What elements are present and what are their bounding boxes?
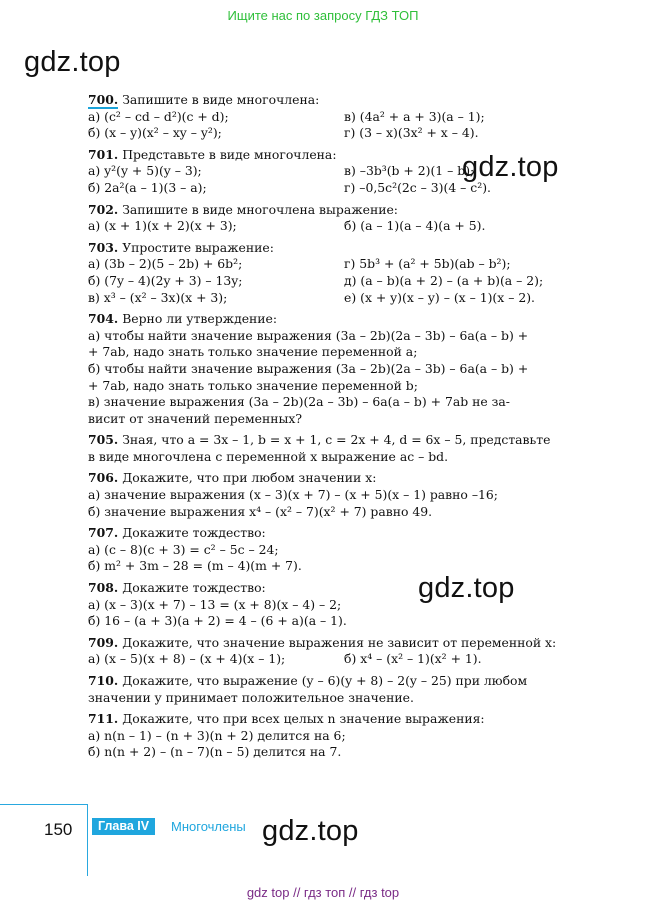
sub-item: а) (3b – 2)(5 – 2b) + 6b²; — [88, 256, 243, 272]
sub-item: а) (x + 1)(x + 2)(x + 3); — [88, 218, 237, 234]
problem-line: + 7ab, надо знать только значение переменной a; — [88, 344, 418, 360]
sub-item: а) (c² – cd – d²)(c + d); — [88, 108, 229, 124]
problem-line: б) 16 – (a + 3)(a + 2) = 4 – (6 + a)(a – 1). — [88, 613, 347, 629]
problem-statement: Докажите, что при любом значении x: — [122, 470, 377, 486]
sub-item: г) –0,5c²(2c – 3)(4 – c²). — [344, 179, 491, 195]
sub-item: б) (x – y)(x² – xy – y²); — [88, 125, 222, 141]
problem-statement: Докажите тождество: — [122, 525, 266, 541]
watermark: gdz.top — [24, 46, 121, 78]
sub-items — [88, 218, 600, 235]
problem-statement: Запишите в виде многочлена выражение: — [122, 201, 398, 217]
problem-statement: Запишите в виде многочлена: — [122, 92, 320, 107]
problem-number: 707. — [88, 525, 119, 541]
sub-item-column — [88, 218, 344, 235]
sub-item: в) –3b³(b + 2)(1 – b); — [344, 163, 475, 179]
sub-items — [88, 651, 600, 668]
problem-line: б) значение выражения x⁴ – (x² – 7)(x² + 7) равно 49. — [88, 503, 433, 519]
problem-line: значении y принимает положительное значение. — [88, 689, 414, 705]
problem-statement: Верно ли утверждение: — [122, 311, 278, 327]
problem-line: висит от значений переменных? — [88, 410, 302, 426]
problem-line: в) значение выражения (3a – 2b)(2a – 3b) – 6a(a – b) + 7ab не за- — [88, 394, 510, 410]
sub-item-column — [344, 218, 600, 235]
problem-line: б) m² + 3m – 28 = (m – 4)(m + 7). — [88, 558, 302, 574]
sub-item: д) (a – b)(a + 2) – (a + b)(a – 2); — [344, 272, 544, 288]
sub-item: г) (3 – x)(3x² + x – 4). — [344, 125, 479, 141]
problem-number: 701. — [88, 146, 119, 162]
problem-statement: Докажите, что при всех целых n значение выражения: — [122, 711, 485, 727]
problem-705 — [88, 432, 600, 465]
sub-items — [88, 109, 600, 142]
problem-line: б) чтобы найти значение выражения (3a – 2b)(2a – 3b) – 6a(a – b) + — [88, 360, 529, 376]
sub-item-column — [344, 651, 600, 668]
chapter-title: Многочлены — [171, 819, 246, 834]
problem-number: 700. — [88, 92, 119, 107]
problem-number: 705. — [88, 432, 119, 448]
problem-line: а) (c – 8)(c + 3) = c² – 5c – 24; — [88, 541, 279, 557]
sub-item: а) (x – 5)(x + 8) – (x + 4)(x – 1); — [88, 651, 286, 667]
sub-item-column — [88, 163, 344, 196]
problem-line: в виде многочлена с переменной x выражение ac – bd. — [88, 448, 449, 464]
problem-number: 703. — [88, 239, 119, 255]
sub-item: а) y²(y + 5)(y – 3); — [88, 163, 202, 179]
problem-700 — [88, 92, 600, 142]
problem-list — [88, 92, 600, 766]
sub-item: е) (x + y)(x – y) – (x – 1)(x – 2). — [344, 289, 535, 305]
problem-line: + 7ab, надо знать только значение переменной b; — [88, 377, 418, 393]
problem-line: а) значение выражения (x – 3)(x + 7) – (x + 5)(x – 1) равно –16; — [88, 487, 498, 503]
page-number: 150 — [44, 820, 73, 839]
sub-item: б) x⁴ – (x² – 1)(x² + 1). — [344, 651, 482, 667]
problem-number: 706. — [88, 470, 119, 486]
sub-item: в) x³ – (x² – 3x)(x + 3); — [88, 289, 228, 305]
watermark: gdz.top — [418, 572, 515, 604]
problem-703 — [88, 240, 600, 306]
problem-number: 709. — [88, 634, 119, 650]
bottom-banner[interactable]: gdz top // гдз топ // гдз top — [246, 885, 400, 900]
problem-number: 711. — [88, 711, 119, 727]
sub-items — [88, 163, 600, 196]
problem-701 — [88, 147, 600, 197]
problem-708 — [88, 580, 600, 630]
top-banner[interactable]: Ищите нас по запросу ГДЗ ТОП — [227, 8, 419, 23]
problem-statement: Докажите, что значение выражения не зависит от переменной x: — [122, 634, 557, 650]
problem-line: а) (x – 3)(x + 7) – 13 = (x + 8)(x – 4) – 2; — [88, 596, 342, 612]
problem-709 — [88, 635, 600, 668]
sub-item: б) (a – 1)(a – 4)(a + 5). — [344, 218, 486, 234]
problem-number: 704. — [88, 311, 119, 327]
chapter-badge: Глава IV — [92, 818, 155, 835]
problem-statement: Зная, что a = 3x – 1, b = x + 1, c = 2x + 4, d = 6x – 5, представьте — [122, 432, 551, 448]
problem-number: 708. — [88, 580, 119, 596]
sub-item-column — [344, 109, 600, 142]
problem-statement: Представьте в виде многочлена: — [122, 146, 337, 162]
footer-divider — [0, 804, 88, 805]
sub-item: г) 5b³ + (a² + 5b)(ab – b²); — [344, 256, 511, 272]
problem-702 — [88, 202, 600, 235]
problem-line: а) чтобы найти значение выражения (3a – 2b)(2a – 3b) – 6a(a – b) + — [88, 327, 529, 343]
sub-item-column — [88, 256, 344, 306]
sub-item-column — [344, 163, 600, 196]
sub-item-column — [88, 109, 344, 142]
sub-item: б) 2a²(a – 1)(3 – a); — [88, 179, 207, 195]
footer-divider — [87, 804, 88, 876]
problem-statement: Упростите выражение: — [122, 239, 274, 255]
sub-item-column — [88, 651, 344, 668]
problem-706 — [88, 470, 600, 520]
sub-item: б) (7y – 4)(2y + 3) – 13y; — [88, 272, 243, 288]
watermark: gdz.top — [462, 151, 559, 183]
sub-item-column — [344, 256, 600, 306]
watermark: gdz.top — [262, 815, 359, 847]
problem-704 — [88, 311, 600, 427]
problem-number: 702. — [88, 201, 119, 217]
problem-number: 710. — [88, 673, 119, 688]
problem-statement: Докажите тождество: — [122, 580, 266, 596]
problem-statement: Докажите, что выражение (y – 6)(y + 8) – 2(y – 25) при любом — [122, 673, 528, 688]
problem-711 — [88, 711, 600, 761]
sub-items — [88, 256, 600, 306]
problem-line: б) n(n + 2) – (n – 7)(n – 5) делится на 7. — [88, 744, 342, 760]
problem-707 — [88, 525, 600, 575]
problem-710 — [88, 673, 600, 706]
problem-line: а) n(n – 1) – (n + 3)(n + 2) делится на 6; — [88, 727, 346, 743]
sub-item: в) (4a² + a + 3)(a – 1); — [344, 108, 485, 124]
